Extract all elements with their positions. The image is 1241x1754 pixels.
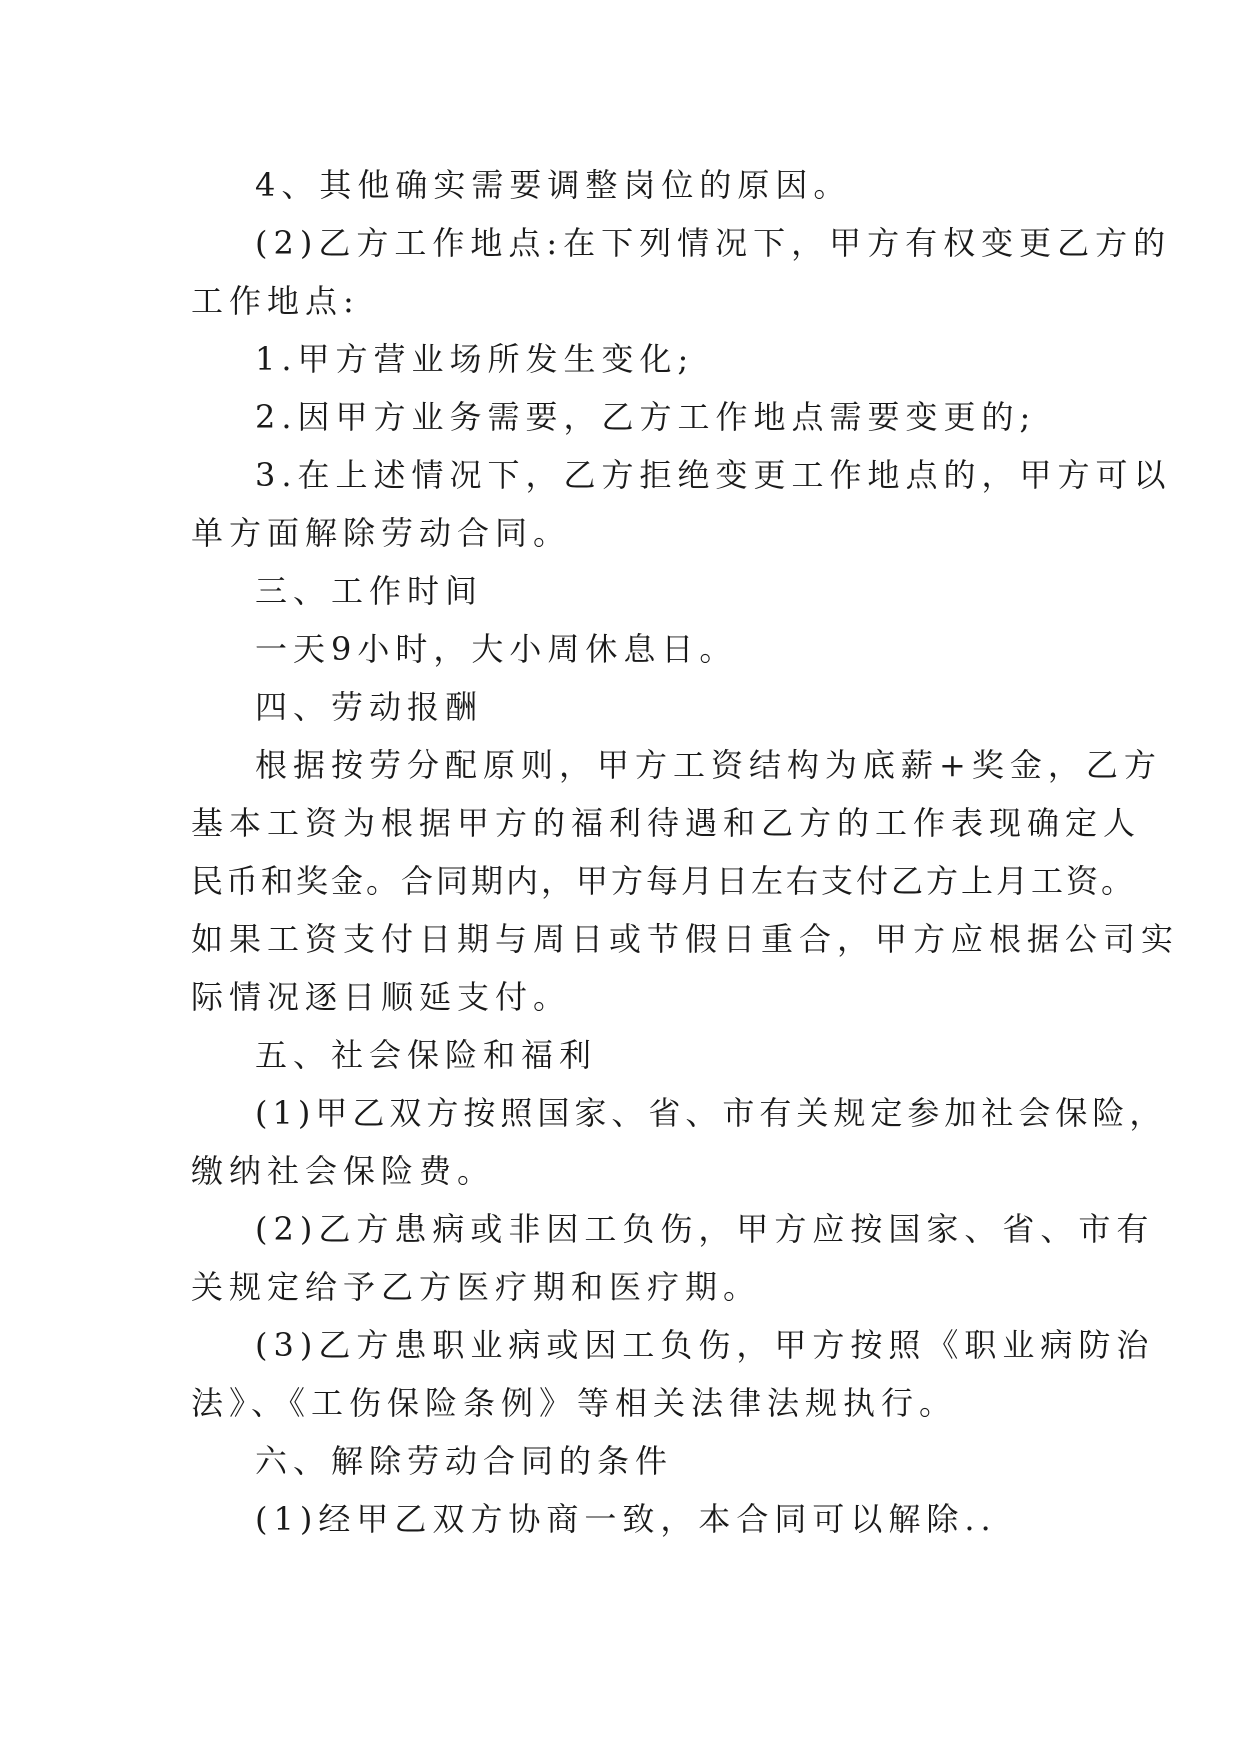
paragraph-line: 根据按劳分配原则，甲方工资结构为底薪+奖金，乙方 [255, 746, 1162, 784]
paragraph-line: (3)乙方患职业病或因工负伤，甲方按照《职业病防治 [255, 1326, 1155, 1364]
paragraph-line: 民币和奖金。合同期内，甲方每月日左右支付乙方上月工资。 [191, 862, 1137, 900]
paragraph-line: (1)甲乙双方按照国家、省、市有关规定参加社会保险， [255, 1094, 1167, 1132]
document-body [191, 156, 1180, 1548]
paragraph-line: 基本工资为根据甲方的福利待遇和乙方的工作表现确定人 [191, 804, 1142, 842]
paragraph-line: 单方面解除劳动合同。 [191, 514, 572, 552]
paragraph-line: (2)乙方工作地点:在下列情况下，甲方有权变更乙方的 [255, 224, 1172, 262]
paragraph-line: 一天9小时，大小周休息日。 [255, 630, 738, 668]
paragraph-line: 如果工资支付日期与周日或节假日重合，甲方应根据公司实 [191, 920, 1180, 958]
paragraph-line: 际情况逐日顺延支付。 [191, 978, 572, 1016]
paragraph-line: 3.在上述情况下，乙方拒绝变更工作地点的，甲方可以 [255, 456, 1172, 494]
section-heading: 四、劳动报酬 [255, 688, 484, 726]
section-heading: 五、社会保险和福利 [255, 1036, 598, 1074]
paragraph-line: 工作地点: [191, 282, 360, 320]
paragraph-line: (1)经甲乙双方协商一致，本合同可以解除.. [255, 1500, 997, 1538]
paragraph-line: (2)乙方患病或非因工负伤，甲方应按国家、省、市有 [255, 1210, 1155, 1248]
section-heading: 六、解除劳动合同的条件 [255, 1442, 674, 1480]
paragraph-line: 2.因甲方业务需要，乙方工作地点需要变更的; [255, 398, 1037, 436]
paragraph-line: 法》、《工伤保险条例》等相关法律法规执行。 [191, 1384, 958, 1422]
paragraph-line: 关规定给予乙方医疗期和医疗期。 [191, 1268, 762, 1306]
section-heading: 三、工作时间 [255, 572, 484, 610]
paragraph-line: 4、其他确实需要调整岗位的原因。 [255, 166, 852, 204]
paragraph-line: 缴纳社会保险费。 [191, 1152, 496, 1190]
paragraph-line: 1.甲方营业场所发生变化; [255, 340, 695, 378]
